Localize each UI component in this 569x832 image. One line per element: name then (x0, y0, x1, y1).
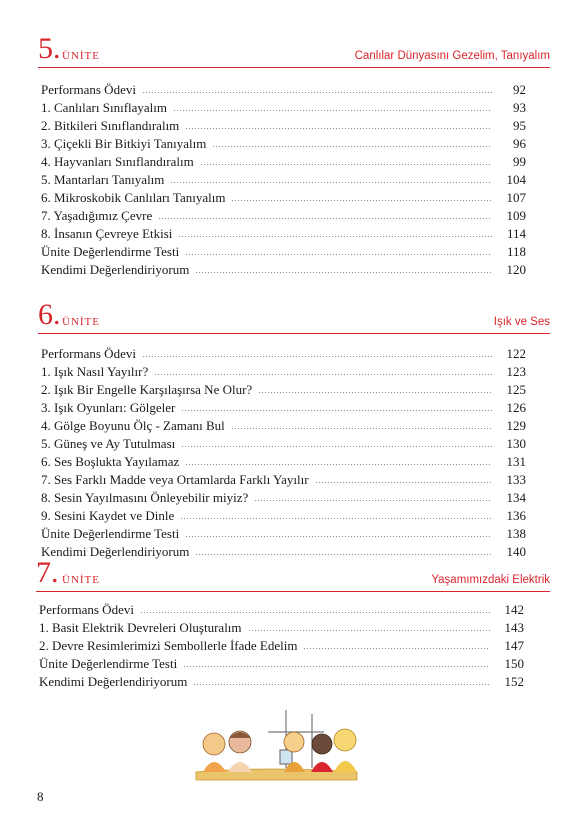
toc-entry-title: 1. Işık Nasıl Yayılır? (41, 364, 149, 379)
dot-leader (231, 428, 492, 429)
toc-entry (41, 114, 526, 132)
child-1-icon (203, 733, 226, 772)
page-number: 8 (37, 789, 44, 804)
dot-leader (181, 446, 492, 447)
dot-leader (173, 110, 492, 111)
toc-entry-page: 126 (506, 400, 526, 415)
dot-leader (195, 554, 492, 555)
toc-entry-title: 1. Canlıları Sınıflayalım (41, 100, 168, 115)
unit-7-entries (39, 598, 524, 688)
unit-6-title: Işık ve Ses (493, 316, 550, 328)
unit-6-word: ÜNİTE (62, 316, 100, 328)
toc-entry-page: 93 (513, 100, 526, 115)
toc-entry-title: Ünite Değerlendirme Testi (41, 244, 180, 259)
toc-entry-page: 109 (506, 208, 526, 223)
toc-entry-page: 134 (506, 490, 526, 505)
unit-5-entries (41, 78, 526, 276)
toc-entry-page: 118 (506, 244, 526, 259)
toc-entry (41, 414, 526, 432)
toc-entry-title: 4. Gölge Boyunu Ölç - Zamanı Bul (41, 418, 225, 433)
toc-entry-page: 107 (506, 190, 526, 205)
dot-leader (258, 392, 492, 393)
toc-entry-page: 99 (513, 154, 526, 169)
toc-entry (41, 168, 526, 186)
toc-entry (41, 540, 526, 558)
toc-entry (39, 616, 524, 634)
toc-entry-title: 4. Hayvanları Sınıflandıralım (41, 154, 194, 169)
toc-entry-title: Ünite Değerlendirme Testi (39, 656, 178, 671)
unit-6-entries (41, 342, 526, 558)
toc-entry-page: 142 (504, 602, 524, 617)
toc-entry-title: 2. Bitkileri Sınıflandıralım (41, 118, 180, 133)
toc-entry-title: 7. Yaşadığımız Çevre (41, 208, 153, 223)
toc-entry-title: 3. Işık Oyunları: Gölgeler (41, 400, 176, 415)
toc-entry-page: 136 (506, 508, 526, 523)
dot-leader (185, 464, 492, 465)
toc-entry-page: 130 (506, 436, 526, 451)
toc-entry-page: 131 (506, 454, 526, 469)
toc-entry-title: 5. Mantarları Tanıyalım (41, 172, 165, 187)
unit-5-title: Canlılar Dünyasını Gezelim, Tanıyalım (354, 50, 550, 62)
unit-6-header (38, 300, 550, 334)
toc-entry-page: 138 (506, 526, 526, 541)
toc-entry-page: 92 (513, 82, 526, 97)
toc-entry-title: 1. Basit Elektrik Devreleri Oluşturalım (39, 620, 242, 635)
dot-leader (185, 536, 492, 537)
toc-entry-page: 150 (504, 656, 524, 671)
toc-entry-page: 147 (504, 638, 524, 653)
toc-entry-page: 114 (506, 226, 526, 241)
toc-entry-page: 143 (504, 620, 524, 635)
dot-leader (154, 374, 492, 375)
unit-5-header (38, 34, 550, 68)
toc-entry (41, 360, 526, 378)
toc-entry-page: 123 (506, 364, 526, 379)
toc-entry-page: 96 (513, 136, 526, 151)
toc-entry (41, 378, 526, 396)
toc-entry (41, 222, 526, 240)
unit-7-number: 7. (36, 556, 59, 589)
toc-entry-title: Ünite Değerlendirme Testi (41, 526, 180, 541)
toc-entry (41, 486, 526, 504)
dot-leader (178, 236, 492, 237)
toc-entry-page: 122 (506, 346, 526, 361)
toc-entry-title: Kendimi Değerlendiriyorum (39, 674, 188, 689)
dot-leader (142, 92, 492, 93)
toc-entry-title: 3. Çiçekli Bir Bitkiyi Tanıyalım (41, 136, 207, 151)
dot-leader (200, 164, 492, 165)
toc-entry (41, 132, 526, 150)
toc-entry (41, 96, 526, 114)
toc-entry (41, 240, 526, 258)
toc-entry (41, 522, 526, 540)
toc-entry (41, 150, 526, 168)
toc-entry-page: 133 (506, 472, 526, 487)
toc-entry-page: 152 (504, 674, 524, 689)
toc-entry (41, 450, 526, 468)
unit-7-title: Yaşamımızdaki Elektrik (431, 574, 550, 586)
toc-entry-title: 2. Devre Resimlerimizi Sembollerle İfade Edelim (39, 638, 298, 653)
toc-entry-title: 5. Güneş ve Ay Tutulması (41, 436, 176, 451)
dot-leader (142, 356, 492, 357)
toc-entry-title: Kendimi Değerlendiriyorum (41, 544, 190, 559)
toc-entry (41, 504, 526, 522)
dot-leader (181, 410, 492, 411)
child-4-icon (311, 734, 333, 772)
toc-entry (41, 432, 526, 450)
toc-entry-page: 104 (506, 172, 526, 187)
toc-entry (41, 342, 526, 360)
toc-entry-title: 7. Ses Farklı Madde veya Ortamlarda Farklı Yayılır (41, 472, 309, 487)
toc-entry-title: 6. Ses Boşlukta Yayılamaz (41, 454, 180, 469)
unit-6-number: 6. (38, 298, 61, 331)
dot-leader (185, 128, 492, 129)
dot-leader (193, 684, 490, 685)
toc-entry-title: 8. Sesin Yayılmasını Önleyebilir miyiz? (41, 490, 249, 505)
toc-entry-title: 8. İnsanın Çevreye Etkisi (41, 226, 173, 241)
toc-entry-title: 2. Işık Bir Engelle Karşılaşırsa Ne Olur? (41, 382, 253, 397)
toc-entry (41, 468, 526, 486)
dot-leader (183, 666, 490, 667)
toc-entry-page: 95 (513, 118, 526, 133)
toc-entry-page: 120 (506, 262, 526, 277)
dot-leader (180, 518, 492, 519)
toc-entry (39, 670, 524, 688)
toc-entry (39, 598, 524, 616)
toc-entry-page: 125 (506, 382, 526, 397)
unit-7-rule (36, 591, 550, 592)
unit-7-header (36, 558, 550, 592)
unit-7-word: ÜNİTE (62, 574, 100, 586)
dot-leader (248, 630, 490, 631)
dot-leader (185, 254, 492, 255)
dot-leader (254, 500, 492, 501)
children-illustration (194, 706, 359, 786)
toc-entry (41, 396, 526, 414)
dot-leader (303, 648, 490, 649)
toc-entry-title: Performans Ödevi (41, 82, 136, 97)
toc-entry-title: Performans Ödevi (39, 602, 134, 617)
toc-entry (39, 652, 524, 670)
child-2-icon (228, 731, 252, 772)
unit-6-rule (38, 333, 550, 334)
toc-entry-page: 140 (506, 544, 526, 559)
child-5-icon (334, 729, 357, 772)
dot-leader (158, 218, 492, 219)
toc-entry (41, 78, 526, 96)
dot-leader (170, 182, 492, 183)
dot-leader (195, 272, 492, 273)
toc-entry-title: 6. Mikroskobik Canlıları Tanıyalım (41, 190, 226, 205)
unit-5-word: ÜNİTE (62, 50, 100, 62)
toc-entry-page: 129 (506, 418, 526, 433)
toc-entry-title: Performans Ödevi (41, 346, 136, 361)
toc-entry-title: 9. Sesini Kaydet ve Dinle (41, 508, 175, 523)
dot-leader (231, 200, 492, 201)
toc-entry (41, 258, 526, 276)
dot-leader (315, 482, 492, 483)
dot-leader (212, 146, 492, 147)
unit-5-number: 5. (38, 32, 61, 65)
toc-entry (39, 634, 524, 652)
dot-leader (140, 612, 490, 613)
toc-entry (41, 186, 526, 204)
unit-5-rule (38, 67, 550, 68)
toc-entry-title: Kendimi Değerlendiriyorum (41, 262, 190, 277)
toc-entry (41, 204, 526, 222)
